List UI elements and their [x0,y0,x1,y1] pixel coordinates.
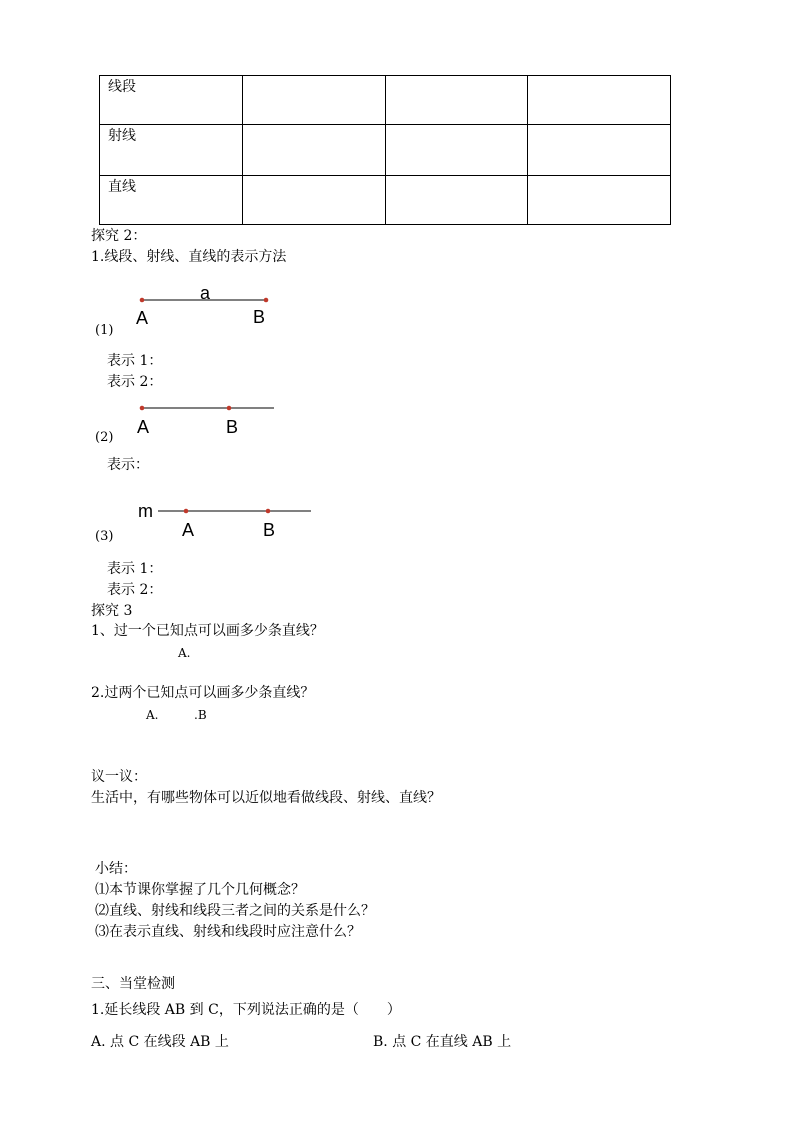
row-label-ray: 射线 [100,125,243,176]
fig3-number: (3) [95,529,114,544]
point-a-dot [140,298,145,303]
option-a: A. 点 C 在线段 AB 上 [91,1034,229,1050]
point-b-dot [264,298,269,303]
segment-label-a: a [200,283,211,303]
fig1-representation-1: 表示 1： [107,353,163,369]
discuss-title: 议一议： [91,769,147,785]
fig3-representation-2: 表示 2： [107,582,163,598]
fig2-number: (2) [95,430,114,445]
summary-item: ⑵直线、射线和线段三者之间的关系是什么？ [95,903,375,919]
row-label-segment: 线段 [100,76,243,125]
summary-title: 小结： [95,861,137,877]
q2-point-a: A. [146,708,159,722]
explore2-question: 1.线段、射线、直线的表示方法 [91,249,287,265]
explore3-question-1: 1、过一个已知点可以画多少条直线？ [91,623,324,639]
row-label-line: 直线 [100,176,243,225]
fig1-representation-2: 表示 2： [107,374,163,390]
point-a-dot [140,406,145,411]
q1-point-a: A. [178,646,191,660]
test-section-title: 三、当堂检测 [91,976,175,992]
fig1-number: (1) [95,323,114,338]
fig2-representation: 表示： [107,457,149,473]
summary-item: ⑴本节课你掌握了几个几何概念？ [95,882,305,898]
explore2-title: 探究 2： [91,228,147,244]
fig1-label-A: A [136,308,149,328]
point-a-dot [184,509,189,514]
fig1-label-B: B [253,307,266,327]
point-b-dot [227,406,232,411]
q2-point-b: .B [194,708,207,722]
fig3-representation-1: 表示 1： [107,561,163,577]
fig2-label-B: B [226,417,239,437]
fig3-label-A: A [182,520,195,540]
explore3-title: 探究 3 [91,603,133,619]
discuss-question: 生活中，有哪些物体可以近似地看做线段、射线、直线？ [91,790,441,806]
test-question-1: 1.延长线段 AB 到 C，下列说法正确的是（ ） [91,1002,401,1018]
summary-item: ⑶在表示直线、射线和线段时应注意什么？ [95,924,361,940]
fig3-label-m: m [138,501,153,521]
explore3-question-2: 2.过两个已知点可以画多少条直线？ [91,685,315,701]
option-b: B. 点 C 在直线 AB 上 [373,1034,512,1050]
point-b-dot [266,509,271,514]
fig2-label-A: A [137,417,150,437]
fig3-label-B: B [263,520,276,540]
